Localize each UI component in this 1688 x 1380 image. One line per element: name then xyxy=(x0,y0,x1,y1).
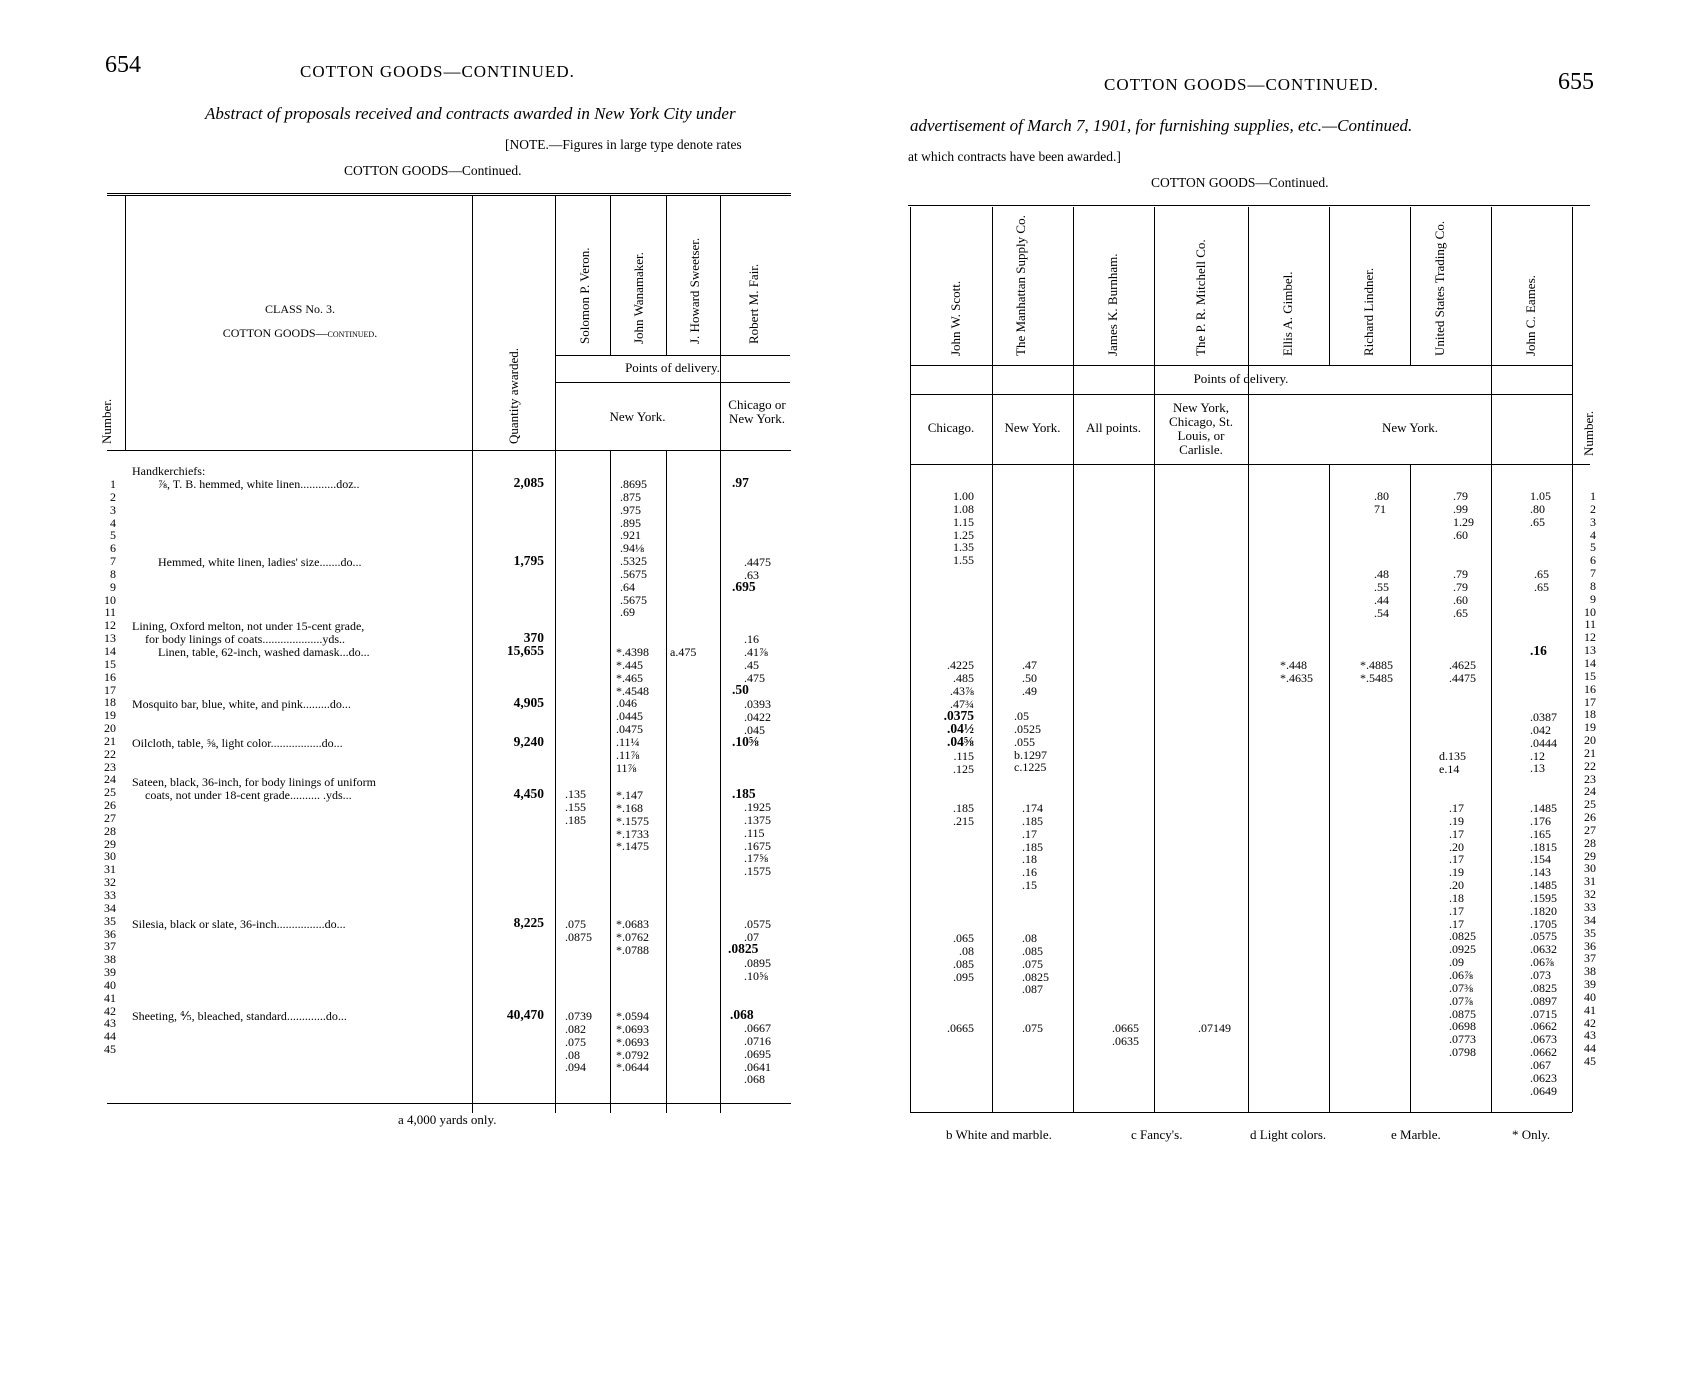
delivery-new-york: New York. xyxy=(1382,420,1438,435)
item-label: Hemmed, white linen, ladies' size.......do... xyxy=(158,555,362,569)
scott-bids: 1.00 1.08 1.15 1.25 1.35 1.55 xyxy=(953,489,974,568)
item-label: coats, not under 18-cent grade.......... .yds... xyxy=(145,788,352,802)
item-qty: 8,225 xyxy=(513,915,544,930)
note: at which contracts have been awarded.] xyxy=(908,149,1121,164)
delivery-chicago: Chicago. xyxy=(927,420,975,435)
bidder-mitchell: The P. R. Mitchell Co. xyxy=(1193,239,1208,356)
bidder-sweetser: J. Howard Sweetser. xyxy=(687,237,702,344)
footnote: a 4,000 yards only. xyxy=(398,1112,497,1127)
scott-bids: .115 .125 xyxy=(953,749,974,776)
item-label: Sateen, black, 36-inch, for body linings of uniform xyxy=(132,775,376,789)
manhattan-bids: .075 xyxy=(1022,1021,1043,1035)
scott-bids: .0665 xyxy=(947,1021,974,1035)
bidder-lindner: Richard Lindner. xyxy=(1361,267,1376,356)
item-label: for body linings of coats....................yds.. xyxy=(145,632,345,646)
delivery-new-york: New York. xyxy=(609,409,666,424)
fair-bids: .4475 .63 xyxy=(744,555,771,582)
scott-bids: .4225 .485 .43⅞ .47¾ xyxy=(947,658,974,711)
scott-bids: .0375 .04½ .04⅝ xyxy=(943,708,974,749)
bidder-manhattan: The Manhattan Supply Co. xyxy=(1013,215,1028,356)
item-label: Handkerchiefs: xyxy=(132,464,206,478)
delivery-new-york: New York. xyxy=(1004,420,1061,435)
number-header: Number. xyxy=(99,398,114,444)
fair-bids: .0895 .10⅝ xyxy=(744,956,771,983)
fair-bids: .16 .41⅞ .45 .475 xyxy=(744,632,768,685)
item-label: Lining, Oxford melton, not under 15-cent grade, xyxy=(132,619,365,633)
fair-bids: .068 xyxy=(730,1007,754,1022)
footnote: e Marble. xyxy=(1391,1127,1441,1142)
mitchell-bids: .07149 xyxy=(1198,1021,1231,1035)
manhattan-bids: .174 .185 .17 .185 .18 .16 .15 xyxy=(1022,801,1043,893)
item-qty: 370 xyxy=(523,630,544,645)
item-qty: 2,085 xyxy=(513,475,544,490)
page-number: 654 xyxy=(105,52,141,78)
fair-bids: .0575 .07 xyxy=(744,917,771,944)
subtitle: advertisement of March 7, 1901, for furnishing supplies, etc.—Continued. xyxy=(910,116,1413,135)
manhattan-bids: .47 .50 .49 xyxy=(1022,658,1037,698)
ustrading-bids: .79 .99 1.29 .60 xyxy=(1453,489,1474,542)
delivery-multi: New York, Chicago, St. Louis, or Carlisle. xyxy=(1169,400,1233,457)
item-qty: 4,905 xyxy=(513,695,544,710)
subtitle: Abstract of proposals received and contracts awarded in New York City under xyxy=(205,104,736,123)
footnote: d Light colors. xyxy=(1250,1127,1327,1142)
bidder-scott: John W. Scott. xyxy=(948,280,963,356)
page-number: 655 xyxy=(1558,69,1594,95)
veron-bids: .0739 .082 .075 .08 .094 xyxy=(565,1009,592,1075)
fair-bids: .50 xyxy=(732,682,749,697)
bidder-gimbel: Ellis A. Gimbel. xyxy=(1280,271,1295,356)
item-label: Oilcloth, table, ⅝, light color.................do... xyxy=(132,736,343,750)
class-line1: CLASS No. 3. xyxy=(264,302,335,316)
item-label: Sheeting, ⅘, bleached, standard.............do... xyxy=(132,1009,347,1023)
eames-bids: .1485 .176 .165 .1815 .154 .143 .1485 .1595 .1820 .1705 .0575 .0632 .06⅞ .073 .0825 .0897 .0715 .0662 .0673 .0662 .067 .0623 .0649 xyxy=(1530,801,1557,1098)
points-of-delivery: Points of delivery. xyxy=(625,360,720,375)
eames-bids: .16 xyxy=(1530,643,1547,658)
eames-bids: .0387 .042 .0444 .12 .13 xyxy=(1530,710,1557,776)
section-title: COTTON GOODS—Continued. xyxy=(1151,175,1329,190)
bidder-veron: Solomon P. Veron. xyxy=(577,247,592,344)
ustrading-bids: .79 .79 .60 .65 xyxy=(1453,567,1468,620)
footnote: c Fancy's. xyxy=(1131,1127,1183,1142)
sweetser-bids: a.475 xyxy=(670,645,697,659)
bidder-ustrading: United States Trading Co. xyxy=(1432,220,1447,356)
item-label: Mosquito bar, blue, white, and pink.........do... xyxy=(132,697,351,711)
quantity-header: Quantity awarded. xyxy=(506,347,521,444)
fair-bids: .1925 .1375 .115 .1675 .17⅝ .1575 xyxy=(744,800,771,879)
bidder-wanamaker: John Wanamaker. xyxy=(631,252,646,344)
fair-bids: .0667 .0716 .0695 .0641 .068 xyxy=(744,1021,771,1087)
scott-bids: .185 .215 xyxy=(953,801,974,828)
note: [NOTE.—Figures in large type denote rates xyxy=(505,137,742,152)
veron-bids: .075 .0875 xyxy=(565,917,592,944)
wanamaker-bids: .8695 .875 .975 .895 .921 .94⅛ .5325 .5675 .64 .5675 .69 xyxy=(620,477,647,620)
bidder-eames: John C. Eames. xyxy=(1523,275,1538,356)
lindner-bids: .80 71 xyxy=(1374,489,1389,516)
fair-bids: .695 xyxy=(732,579,756,594)
running-head: COTTON GOODS—CONTINUED. xyxy=(300,62,575,81)
ustrading-bids: .4625 .4475 xyxy=(1449,658,1476,685)
running-head: COTTON GOODS—CONTINUED. xyxy=(1104,75,1379,94)
fair-bids: .0825 xyxy=(728,941,759,956)
wanamaker-bids: *.4398 *.445 *.465 *.4548 .046 .0445 .0475 .11¼ .11⅞ 11⅞ xyxy=(616,645,649,775)
item-label: Linen, table, 62-inch, washed damask...do... xyxy=(158,645,370,659)
scott-bids: .065 .08 .085 .095 xyxy=(953,931,974,984)
manhattan-bids: .08 .085 .075 .0825 .087 xyxy=(1022,931,1049,997)
item-qty: 15,655 xyxy=(506,643,544,658)
wanamaker-bids: *.147 *.168 *.1575 *.1733 *.1475 xyxy=(616,788,649,854)
lindner-bids: *.4885 *.5485 xyxy=(1360,658,1393,685)
delivery-chicago: Chicago or New York. xyxy=(728,397,786,426)
footnote: * Only. xyxy=(1512,1127,1551,1142)
row-numbers: 1 2 3 4 5 6 7 8 9 10 11 12 13 14 15 16 17 18 19 20 21 22 23 24 25 26 27 28 29 30 31 32 33 34 35 36 37 38 39 40 41 42 43 44 45 xyxy=(1584,489,1596,1069)
item-label: Silesia, black or slate, 36-inch................do... xyxy=(132,917,346,931)
eames-bids: 1.05 .80 .65 xyxy=(1530,489,1551,529)
class-line2: COTTON GOODS—continued. xyxy=(222,326,378,340)
points-of-delivery: Points of delivery. xyxy=(1193,371,1289,386)
fair-bids: .97 xyxy=(732,475,749,490)
wanamaker-bids: *.0683 *.0762 *.0788 xyxy=(616,917,649,957)
lindner-bids: .48 .55 .44 .54 xyxy=(1374,567,1389,620)
right-page xyxy=(844,0,1688,1380)
veron-bids: .135 .155 .185 xyxy=(565,787,586,827)
row-numbers: 1 2 3 4 5 6 7 8 9 10 11 12 13 14 15 16 17 18 19 20 21 22 23 24 25 26 27 28 29 30 31 32 33 34 35 36 37 38 39 40 41 42 43 44 45 xyxy=(104,477,116,1057)
item-label: ⅞, T. B. hemmed, white linen............doz.. xyxy=(158,477,360,491)
item-qty: 9,240 xyxy=(513,734,544,749)
fair-bids: .10⅝ xyxy=(732,734,759,749)
eames-bids: .65 .65 xyxy=(1534,567,1549,594)
item-qty: 1,795 xyxy=(513,553,544,568)
number-header: Number. xyxy=(1581,410,1596,456)
footnote: b White and marble. xyxy=(946,1127,1052,1142)
burnham-bids: .0665 .0635 xyxy=(1112,1021,1139,1048)
manhattan-bids: .05 .0525 .055 b.1297 c.1225 xyxy=(1014,709,1047,775)
ustrading-bids: d.135 e.14 xyxy=(1439,749,1466,776)
item-qty: 4,450 xyxy=(513,786,544,801)
section-title: COTTON GOODS—Continued. xyxy=(344,163,522,178)
item-qty: 40,470 xyxy=(506,1007,544,1022)
wanamaker-bids: *.0594 *.0693 *.0693 *.0792 *.0644 xyxy=(616,1009,649,1075)
bidder-fair: Robert M. Fair. xyxy=(746,263,761,344)
gimbel-bids: *.448 *.4635 xyxy=(1280,658,1313,685)
bidder-burnham: James K. Burnham. xyxy=(1105,253,1120,356)
ustrading-bids: .17 .19 .17 .20 .17 .19 .20 .18 .17 .17 .0825 .0925 .09 .06⅞ .07⅜ .07⅞ .0875 .0698 .0773 .0798 xyxy=(1449,801,1476,1060)
delivery-all-points: All points. xyxy=(1086,420,1141,435)
fair-bids: .185 xyxy=(732,786,756,801)
fair-bids: .0393 .0422 .045 xyxy=(744,697,771,737)
